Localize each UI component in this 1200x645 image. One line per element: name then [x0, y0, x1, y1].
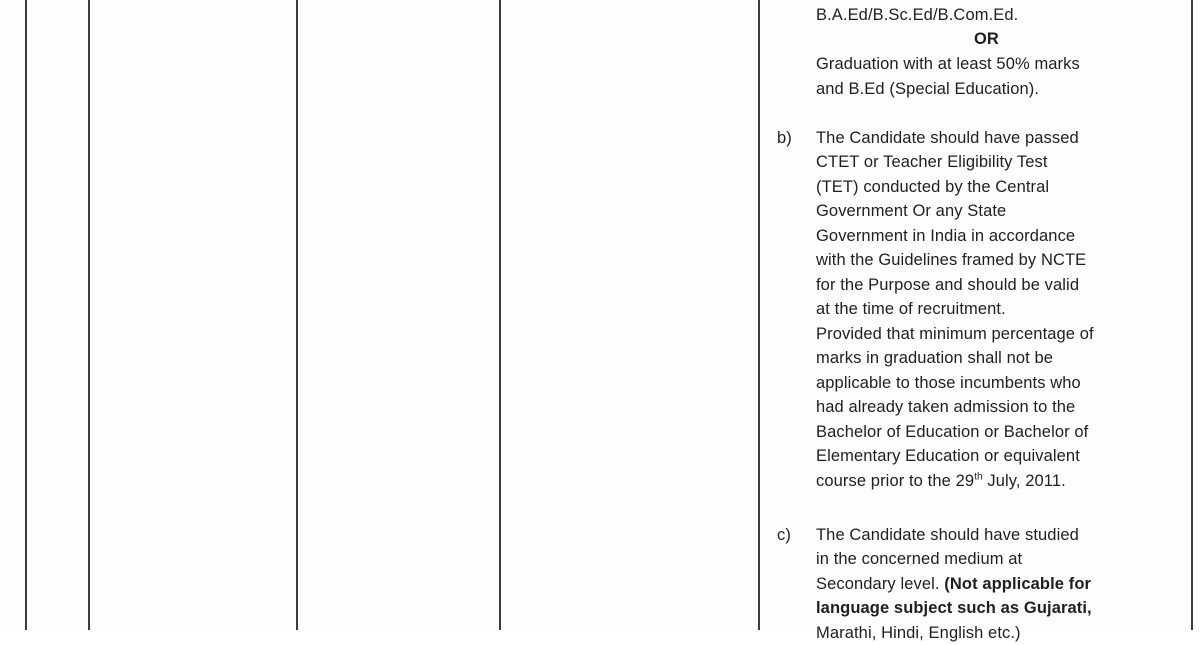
- intro-tail: B.A.Ed/B.Sc.Ed/B.Com.Ed.: [816, 6, 1019, 24]
- item-b-last-line-post: July, 2011.: [982, 472, 1066, 490]
- item-c-line: in the concerned medium at: [816, 550, 1023, 568]
- item-b-line: marks in graduation shall not be: [816, 349, 1054, 367]
- or-separator: OR: [974, 30, 999, 48]
- ordinal-suffix: th: [974, 471, 983, 483]
- alt-qualification-line: and B.Ed (Special Education).: [816, 80, 1040, 98]
- item-b-line: Government in India in accordance: [816, 227, 1076, 245]
- item-b-line: The Candidate should have passed: [816, 129, 1079, 147]
- item-b-line: at the time of recruitment.: [816, 300, 1006, 318]
- item-b-line: Bachelor of Education or Bachelor of: [816, 423, 1089, 441]
- item-b-label: b): [777, 129, 792, 147]
- item-b-line: applicable to those incumbents who: [816, 374, 1081, 392]
- item-b-line: with the Guidelines framed by NCTE: [816, 251, 1087, 269]
- item-b-line: Government Or any State: [816, 202, 1007, 220]
- item-b-last-line: [816, 469, 1066, 493]
- item-b-line: Provided that minimum percentage of: [816, 325, 1094, 343]
- item-b-line: Elementary Education or equivalent: [816, 447, 1080, 465]
- item-b-line: for the Purpose and should be valid: [816, 276, 1080, 294]
- item-b-line: (TET) conducted by the Central: [816, 178, 1050, 196]
- column-divider-4: [758, 0, 760, 630]
- item-c-line-mixed: [816, 572, 1091, 596]
- item-c-line-cut-off: Marathi, Hindi, English etc.): [816, 624, 1021, 642]
- item-c-line: The Candidate should have studied: [816, 526, 1079, 544]
- item-b-line: CTET or Teacher Eligibility Test: [816, 153, 1048, 171]
- table-border-right: [1191, 0, 1193, 630]
- column-divider-2: [296, 0, 298, 630]
- item-c-line-bold: language subject such as Gujarati,: [816, 599, 1092, 617]
- column-divider-3: [499, 0, 501, 630]
- item-b-last-line-pre: course prior to the 29: [816, 472, 975, 490]
- alt-qualification-line: Graduation with at least 50% marks: [816, 55, 1080, 73]
- item-c-label: c): [777, 526, 791, 544]
- item-c-line-plain: Secondary level.: [816, 575, 945, 593]
- item-b-line: had already taken admission to the: [816, 398, 1076, 416]
- item-c-line-bold: (Not applicable for: [944, 575, 1092, 593]
- column-divider-1: [88, 0, 90, 630]
- table-border-left: [25, 0, 27, 630]
